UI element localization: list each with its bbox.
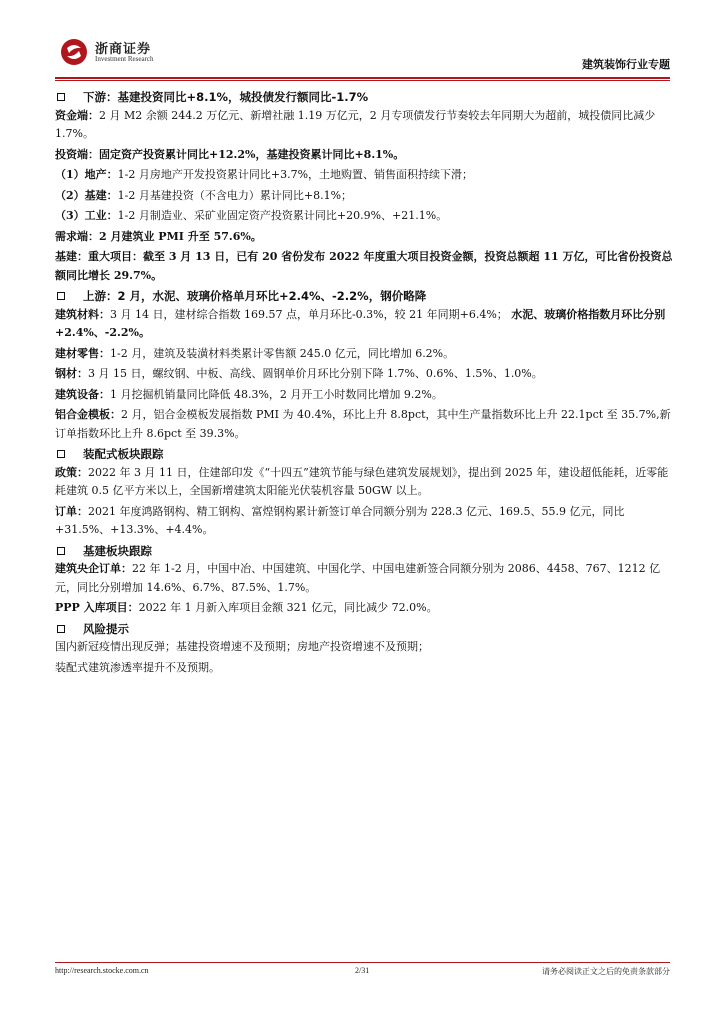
- footer-divider: [55, 962, 670, 963]
- paragraph-risk-2: 装配式建筑渗透率提升不及预期。: [55, 660, 220, 674]
- page-number: 2/31: [355, 966, 370, 975]
- paragraph-orders: 订单：2021 年度鸿路钢构、精工钢构、富煌钢构累计新签订单合同额分别为 228.3 亿元、169.5、55.9 亿元，同比+31.5%、+13.3%、+4.4%。: [55, 504, 625, 536]
- checkbox-bullet-icon: [57, 450, 65, 458]
- paragraph-aluminum: 铝合金模板：2 月，铝合金模板发展指数 PMI 为 40.4%，环比上升 8.8pct，其中生产量指数环比上升 22.1pct 至 35.7%,新订单指数环比上升 8.6pct 至 39.3%。: [55, 408, 671, 440]
- checkbox-bullet-icon: [57, 625, 65, 633]
- paragraph-soe-orders: 建筑央企订单：22 年 1-2 月，中国中冶、中国建筑、中国化学、中国电建新签合同额分别为 2086、4458、767、1212 亿元，同比分别增加 14.6%、6.7%、87.5%、1.7%。: [55, 562, 661, 594]
- paragraph-projects: 基建：重大项目：截至 3 月 13 日，已有 20 省份发布 2022 年度重大项目投资金额，投资总额超 11 万亿，可比省份投资总额同比增长 29.7%。: [55, 250, 673, 282]
- checkbox-bullet-icon: [57, 547, 65, 555]
- header-divider-thin: [55, 80, 670, 81]
- paragraph-risk-1: 国内新冠疫情出现反弹；基建投资增速不及预期；房地产投资增速不及预期；: [55, 640, 429, 653]
- logo-icon: [60, 38, 88, 66]
- paragraph-infra: （2）基建：1-2 月基建投资（不含电力）累计同比+8.1%；: [55, 188, 353, 202]
- paragraph-funding: 资金端：2 月 M2 余额 244.2 万亿元、新增社融 1.19 万亿元，2 月专项债发行节奏较去年同期大为超前，城投债同比减少 1.7%。: [55, 108, 656, 140]
- page-header: [55, 30, 670, 78]
- paragraph-realestate: （1）地产：1-2 月房地产开发投资累计同比+3.7%，土地购置、销售面积持续下滑；: [55, 168, 474, 181]
- paragraph-investment: 投资端：固定资产投资累计同比+12.2%，基建投资累计同比+8.1%。: [55, 147, 405, 161]
- paragraph-retail: 建材零售：1-2 月，建筑及装潢材料类累计零售额 245.0 亿元，同比增加 6.2%。: [55, 346, 455, 360]
- paragraph-equipment: 建筑设备：1 月挖掘机销量同比降低 48.3%，2 月开工小时数同比增加 9.2%。: [55, 387, 443, 401]
- header-divider: [55, 77, 670, 79]
- logo-text: 浙商证券: [95, 42, 152, 57]
- paragraph-policy: 政策：2022 年 3 月 11 日，住建部印发《“十四五”建筑节能与绿色建筑发展规划》，提出到 2025 年，建设超低能耗，近零能耗建筑 0.5 亿平方米以上，全国新增建筑太阳能光伏装机容量 50GW 以上。: [55, 465, 669, 497]
- checkbox-bullet-icon: [57, 292, 65, 300]
- paragraph-materials: 建筑材料：3 月 14 日，建材综合指数 169.57 点，单月环比-0.3%，较 21 年同期+6.4%； 水泥、玻璃价格指数月环比分别+2.4%、-2.2%。: [55, 307, 666, 339]
- section-heading-upstream: 上游：2 月，水泥、玻璃价格单月环比+2.4%、-2.2%，钢价略降: [55, 287, 675, 306]
- paragraph-steel: 钢材：3 月 15 日，螺纹钢、中板、高线、圆钢单价月环比分别下降 1.7%、0.6%、1.5%、1.0%。: [55, 367, 543, 380]
- footer-disclaimer: 请务必阅读正文之后的免责条款部分: [542, 967, 670, 976]
- report-title: 建筑装饰行业专题: [582, 58, 670, 71]
- section-heading-downstream: 下游：基建投资同比+8.1%，城投债发行额同比-1.7%: [55, 88, 675, 107]
- section-heading-infra: 基建板块跟踪: [55, 542, 675, 561]
- footer-url-link[interactable]: http://research.stocke.com.cn: [55, 966, 149, 975]
- page-body: [55, 86, 675, 679]
- section-heading-risk: 风险提示: [55, 620, 675, 639]
- paragraph-ppp: PPP 入库项目：2022 年 1 月新入库项目金额 321 亿元，同比减少 72.0%。: [55, 601, 438, 614]
- paragraph-industry: （3）工业：1-2 月制造业、采矿业固定资产投资累计同比+20.9%、+21.1%。: [55, 209, 448, 222]
- paragraph-demand: 需求端：2 月建筑业 PMI 升至 57.6%。: [55, 229, 262, 243]
- checkbox-bullet-icon: [57, 93, 65, 101]
- logo-subtitle: Investment Research: [95, 55, 154, 63]
- section-heading-prefab: 装配式板块跟踪: [55, 445, 675, 464]
